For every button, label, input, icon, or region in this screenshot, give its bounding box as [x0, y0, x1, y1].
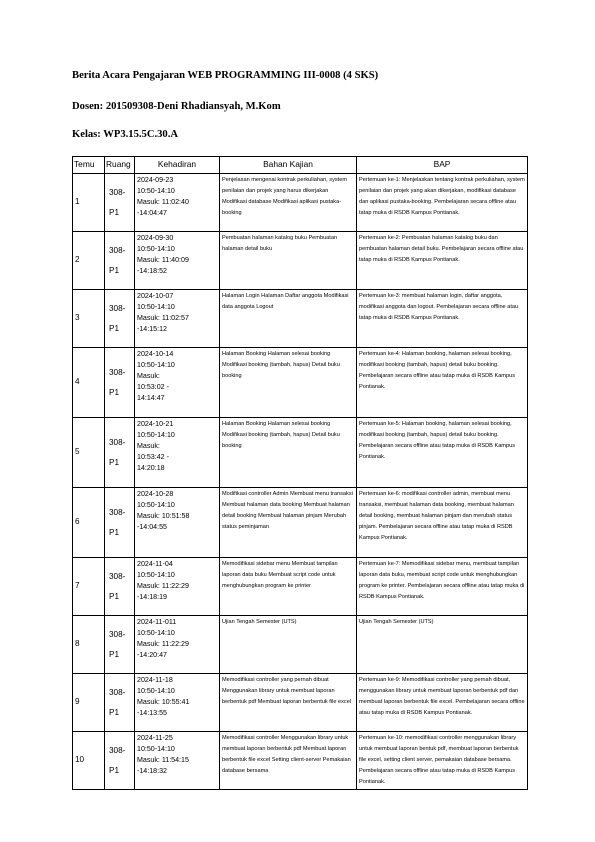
attendance-cell	[135, 174, 220, 232]
table-row	[73, 732, 528, 790]
room-cell-text: 308-P1	[109, 745, 126, 775]
topics-cell	[220, 418, 357, 488]
table-row	[73, 488, 528, 558]
room-cell	[105, 616, 135, 674]
topics-cell	[220, 290, 357, 348]
meeting-cell	[73, 174, 105, 232]
meeting-cell	[73, 558, 105, 616]
room-cell-text: 308-P1	[109, 687, 126, 717]
header-report: BAP	[357, 157, 528, 174]
report-cell-text: Pertemuan ke-7: Memodifikasi sidebar menu, membuat tampilan laporan data buku, membuat script code untuk menghubungkan program ke printer. Pembelajaran secara offline atau tatap muka di RSDB Kampus Pontianak.	[359, 561, 525, 600]
attendance-cell-text: 2024-09-23 10:50-14:10 Masuk: 11:02:40 -14:04:47	[137, 176, 189, 217]
report-cell-text: Pertemuan ke-10: memodifikasi controller menggunakan library untuk membuat laporan bentuk pdf, membuat laporan berbentuk file excel, setting client server, pemakaian database bersama. Pembelajaran secara offline atau tatap muka di RSDB Kampus Pontianak.	[359, 735, 519, 785]
room-cell	[105, 418, 135, 488]
topics-cell-text: Halaman Booking Halaman selesai booking Modifikasi booking (tambah, hapus) Detail buku booking	[222, 351, 340, 379]
meeting-cell-text: 7	[75, 581, 80, 591]
attendance-cell	[135, 232, 220, 290]
table-row	[73, 418, 528, 488]
room-cell-text: 308-P1	[109, 571, 126, 601]
document-title: Berita Acara Pengajaran WEB PROGRAMMING III-0008 (4 SKS)	[72, 70, 379, 81]
meeting-cell-text: 6	[75, 517, 80, 527]
meeting-cell-text: 2	[75, 255, 80, 265]
class-line: Kelas: WP3.15.5C.30.A	[72, 129, 179, 140]
attendance-cell-text: 2024-10-07 10:50-14:10 Masuk: 11:02:57 -14:15:12	[137, 292, 189, 333]
table-row	[73, 174, 528, 232]
table-row	[73, 674, 528, 732]
meeting-cell-text: 1	[75, 197, 80, 207]
report-cell	[357, 348, 528, 418]
attendance-cell	[135, 348, 220, 418]
attendance-cell-text: 2024-10-28 10:50-14:10 Masuk: 10:51:58 -14:04:55	[137, 490, 190, 531]
topics-cell-text: Modifikasi controller Admin Membuat menu transaksi Membuat halaman data booking Membuat halaman detail booking Membuat halaman pinjam Merubah status peminjaman	[222, 491, 353, 530]
attendance-cell-text: 2024-09-30 10:50-14:10 Masuk: 11:40:09 -14:18:52	[137, 234, 189, 275]
topics-cell	[220, 488, 357, 558]
meeting-cell	[73, 348, 105, 418]
header-meeting: Temu	[73, 157, 105, 174]
meeting-cell-text: 5	[75, 447, 80, 457]
room-cell	[105, 232, 135, 290]
attendance-cell	[135, 732, 220, 790]
room-cell-text: 308-P1	[109, 367, 126, 397]
header-attendance: Kehadiran	[135, 157, 220, 174]
table-body	[73, 174, 528, 790]
meeting-cell-text: 3	[75, 313, 80, 323]
report-cell	[357, 290, 528, 348]
attendance-cell-text: 2024-11-18 10:50-14:10 Masuk: 10:55:41 -14:13:55	[137, 676, 190, 717]
room-cell	[105, 558, 135, 616]
attendance-cell	[135, 290, 220, 348]
topics-cell-text: Memodifikasi sidebar menu Membuat tampilan laporan data buku Membuat script code untuk menghubungkan program ke printer	[222, 561, 338, 589]
topics-cell-text: Penjelasan mengenai kontrak perkuliahan, system penilaian dan projek yang harus dikerjakan Modifikasi database Modifikasi aplikasi pustaka-booking	[222, 177, 347, 216]
topics-cell	[220, 616, 357, 674]
meeting-cell	[73, 290, 105, 348]
topics-cell-text: Halaman Login Halaman Daftar anggota Modifikasi data anggota Logout	[222, 293, 349, 310]
table-row	[73, 232, 528, 290]
meeting-cell	[73, 732, 105, 790]
topics-cell	[220, 232, 357, 290]
topics-cell-text: Memodifikasi controller Menggunakan library untuk membuat laporan berbentuk pdf Membuat laporan berbentuk file excel Setting client-server Pemakaian database bersama	[222, 735, 351, 774]
report-cell	[357, 418, 528, 488]
room-cell-text: 308-P1	[109, 245, 126, 275]
room-cell	[105, 174, 135, 232]
attendance-cell-text: 2024-10-14 10:50-14:10 Masuk: 10:53:02 - 14:14:47	[137, 350, 175, 402]
room-cell-text: 308-P1	[109, 187, 126, 217]
meeting-cell	[73, 616, 105, 674]
report-cell-text: Pertemuan ke-1: Menjelaskan tentang kontrak perkuliahan, system penilaian dan projek yang akan dikerjakan, modifikasi database dan aplikasi pustaka-booking. Pembelajaran secara offline atau tatap muka di RSDB Kampus Pontianak.	[359, 177, 525, 216]
room-cell	[105, 488, 135, 558]
attendance-cell	[135, 488, 220, 558]
report-cell-text: Pertemuan ke-2: Pembuatan halaman katalog buku dan pembuatan halaman detail buku. Pembelajaran secara offline atau tatap muka di RSDB Kampus Pontianak.	[359, 235, 524, 263]
room-cell-text: 308-P1	[109, 507, 126, 537]
report-cell-text: Ujian Tengah Semester (UTS)	[359, 619, 434, 625]
table-row	[73, 558, 528, 616]
topics-cell	[220, 674, 357, 732]
lecturer-line: Dosen: 201509308-Deni Rhadiansyah, M.Kom	[72, 101, 281, 112]
attendance-cell-text: 2024-10-21 10:50-14:10 Masuk: 10:53:42 - 14:20:18	[137, 420, 175, 472]
room-cell	[105, 348, 135, 418]
table-row	[73, 348, 528, 418]
report-cell	[357, 174, 528, 232]
header-room: Ruang	[105, 157, 135, 174]
table-row	[73, 616, 528, 674]
meeting-cell-text: 8	[75, 639, 80, 649]
report-cell-text: Pertemuan ke-4: Halaman booking, halaman selesai booking, modifikasi booking (tambah, hapus) detail buku booking. Pembelajaran secara offline atau tatap muka di RSDB Kampus Pontianak.	[359, 351, 515, 390]
attendance-cell	[135, 674, 220, 732]
room-cell	[105, 674, 135, 732]
report-cell-text: Pertemuan ke-6: modifikasi controller admin, membuat menu transaksi, membuat halaman data booking, membuat halaman detail booking, membuat halaman pinjam dan merubah status pinjam. Pembelajaran secara offline atau tatap muka di RSDB Kampus Pontianak.	[359, 491, 514, 541]
table-row	[73, 290, 528, 348]
report-cell	[357, 232, 528, 290]
table-header-row	[73, 157, 528, 174]
topics-cell-text: Pembuatan halaman katalog buku Pembuatan halaman detail buku	[222, 235, 338, 252]
attendance-cell	[135, 616, 220, 674]
report-cell	[357, 558, 528, 616]
report-cell-text: Pertemuan ke-3: membuat halaman login, daftar anggota, modifikasi anggota dan logout. Pembelajaran secara offline atau tatap muka di RSDB Kampus Pontianak.	[359, 293, 519, 321]
meeting-cell	[73, 674, 105, 732]
room-cell	[105, 732, 135, 790]
attendance-cell-text: 2024-11-04 10:50-14:10 Masuk: 11:22:29 -14:18:19	[137, 560, 189, 601]
report-cell-text: Pertemuan ke-9: Memodifikasi controller yang pernah dibuat, menggunakan library untuk membuat laporan berbentuk pdf dan membuat laporan berbentuk file excel. Pembelajaran secara offline atau tatap muka di RSDB Kampus Pontianak.	[359, 677, 525, 716]
report-cell-text: Pertemuan ke-5: Halaman booking, halaman selesai booking, modifikasi booking (tambah, hapus) detail buku booking. Pembelajaran secara offline atau tatap muka di RSDB Kampus Pontianak.	[359, 421, 515, 460]
report-cell	[357, 674, 528, 732]
topics-cell	[220, 732, 357, 790]
meeting-cell	[73, 488, 105, 558]
topics-cell	[220, 348, 357, 418]
topics-cell	[220, 558, 357, 616]
report-cell	[357, 616, 528, 674]
room-cell	[105, 290, 135, 348]
topics-cell-text: Ujian Tengah Semester (UTS)	[222, 619, 297, 625]
room-cell-text: 308-P1	[109, 629, 126, 659]
meeting-cell-text: 4	[75, 377, 80, 387]
meeting-cell-text: 10	[75, 755, 85, 765]
teaching-report-table	[72, 156, 528, 790]
room-cell-text: 308-P1	[109, 303, 126, 333]
meeting-cell	[73, 418, 105, 488]
attendance-cell	[135, 558, 220, 616]
room-cell-text: 308-P1	[109, 437, 126, 467]
attendance-cell-text: 2024-11-25 10:50-14:10 Masuk: 11:54:15 -14:18:32	[137, 734, 189, 775]
meeting-cell	[73, 232, 105, 290]
attendance-cell-text: 2024-11-011 10:50-14:10 Masuk: 11:22:29 -14:20:47	[137, 618, 189, 659]
topics-cell-text: Halaman Booking Halaman selesai booking Modifikasi booking (tambah, hapus) Detail buku booking	[222, 421, 340, 449]
topics-cell	[220, 174, 357, 232]
report-cell	[357, 732, 528, 790]
meeting-cell-text: 9	[75, 697, 80, 707]
report-cell	[357, 488, 528, 558]
header-topics: Bahan Kajian	[220, 157, 357, 174]
topics-cell-text: Memodifikasi controller yang pernah dibuat Menggunakan library untuk membuat laporan berbentuk pdf Membuat laporan berbentuk file excel	[222, 677, 352, 705]
attendance-cell	[135, 418, 220, 488]
